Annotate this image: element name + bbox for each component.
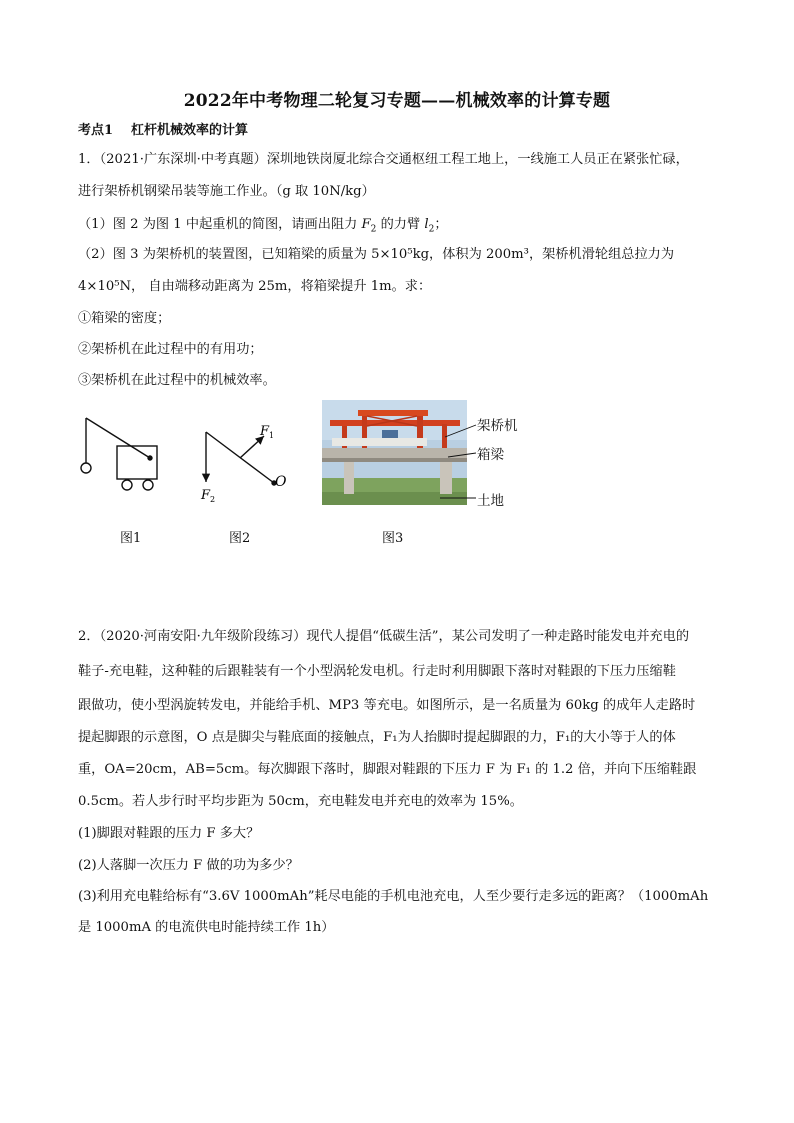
q2-question-2: (2)人落脚一次压力 F 做的功为多少？: [78, 858, 299, 873]
q2-question-1: (1)脚跟对鞋跟的压力 F 多大？: [78, 826, 260, 841]
q2-stem-line-5: 重，OA=20cm，AB=5cm。每次脚跟下落时，脚跟对鞋跟的下压力 F 为 F₁ 的 1.2 倍，并向下压缩鞋跟: [78, 762, 697, 777]
caption-figure-1: 图1: [120, 531, 142, 546]
q1-subquestion-2: ②架桥机在此过程中的有用功；: [78, 342, 263, 357]
q1-part-2-line-2: 4×10⁵N， 自由端移动距离为 25m，将箱梁提升 1m。求：: [78, 279, 432, 294]
q1-part-2-line-1: （2）图 3 为架桥机的装置图，已知箱梁的质量为 5×10⁵kg，体积为 200m³，架桥机滑轮组总拉力为: [78, 247, 675, 262]
q1-stem-line-2: 进行架桥机钢梁吊装等施工作业。（g 取 10N/kg）: [78, 184, 375, 199]
caption-figure-2: 图2: [229, 531, 251, 546]
photo-label-ground: 土地: [477, 493, 504, 509]
q1-subquestion-1: ①箱梁的密度；: [78, 311, 171, 326]
figure-1-crane: [81, 418, 157, 490]
q2-stem-line-6: 0.5cm。若人步行时平均步距为 50cm，充电鞋发电并充电的效率为 15%。: [78, 794, 523, 809]
q1-subquestion-3: ③架桥机在此过程中的机械效率。: [78, 373, 276, 388]
photo-label-girder: 箱梁: [477, 447, 504, 463]
label-f2: $F_2$: [201, 488, 216, 504]
q2-stem-line-4: 提起脚跟的示意图，O 点是脚尖与鞋底面的接触点，F₁为人抬脚时提起脚跟的力，F₁的大小等于人的体: [78, 730, 676, 745]
section-label: 考点1: [78, 123, 114, 138]
q2-stem-line-3: 跟做功，使小型涡旋转发电，并能给手机、MP3 等充电。如图所示，是一名质量为 60kg 的成年人走路时: [78, 698, 696, 713]
q2-stem-line-1: 2．（2020·河南安阳·九年级阶段练习）现代人提倡“低碳生活”，某公司发明了一种走路时能发电并充电的: [78, 629, 690, 644]
q2-question-3-line-1: (3)利用充电鞋给标有“3.6V 1000mAh”耗尽电能的手机电池充电，人至少要行走多远的距离？（1000mAh: [78, 889, 709, 904]
label-f1: $F_1$: [260, 424, 275, 440]
q1-stem-line-1: 1．（2021·广东深圳·中考真题）深圳地铁岗厦北综合交通枢纽工程工地上，一线施工人员正在紧张忙碌，: [78, 152, 689, 167]
page-title: 2022年中考物理二轮复习专题——机械效率的计算专题: [183, 91, 611, 111]
figure-2-lever: [206, 432, 276, 485]
q1-part-1: （1）图 2 为图 1 中起重机的简图，请画出阻力 $F_2$ 的力臂 $l_2$；: [78, 217, 448, 235]
label-o: O: [275, 474, 287, 490]
section-name: 杠杆机械效率的计算: [131, 123, 249, 138]
photo-label-machine: 架桥机: [477, 418, 518, 434]
q2-stem-line-2: 鞋子-充电鞋，这种鞋的后跟鞋装有一个小型涡轮发电机。行走时利用脚跟下落时对鞋跟的下压力压缩鞋: [78, 664, 676, 679]
q2-question-3-line-2: 是 1000mA 的电流供电时能持续工作 1h）: [78, 920, 335, 935]
section-heading: [78, 119, 248, 138]
caption-figure-3: 图3: [382, 531, 404, 546]
